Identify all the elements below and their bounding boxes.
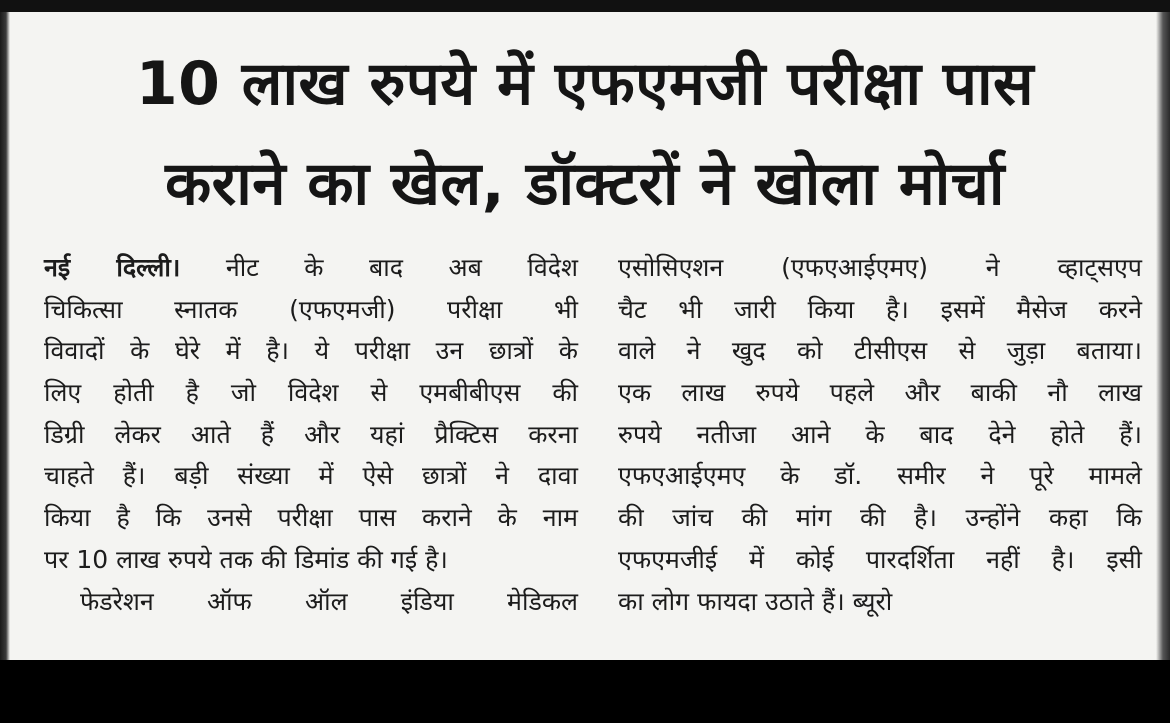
article-line: पर 10 लाख रुपये तक की डिमांड की गई है। [44, 544, 448, 574]
article-column-right [618, 247, 1142, 622]
article-line: रुपये नतीजा आने के बाद देने होते हैं। [618, 419, 1142, 449]
top-edge-shadow [0, 0, 1170, 12]
article-line: चिकित्सा स्नातक (एफएमजी) परीक्षा भी [44, 294, 578, 324]
left-edge-shadow [0, 12, 10, 660]
article-line: लिए होती है जो विदेश से एमबीबीएस की [44, 378, 578, 408]
article-line: चाहते हैं। बड़ी संख्या में ऐसे छात्रों ने दावा [44, 461, 578, 491]
dateline: नई दिल्ली। [44, 253, 181, 282]
article-line: का लोग फायदा उठाते हैं। ब्यूरो [618, 586, 893, 616]
article-line: एफएमजीई में कोई पारदर्शिता नहीं है। इसी [618, 544, 1142, 574]
article-line: की जांच की मांग की है। उन्होंने कहा कि [618, 503, 1142, 533]
article-line: किया है कि उनसे परीक्षा पास कराने के नाम [44, 503, 578, 533]
article-line: नई दिल्ली। नीट के बाद अब विदेश [44, 253, 578, 282]
article-column-left [44, 247, 578, 622]
headline-line-2: कराने का खेल, डॉक्टरों ने खोला मोर्चा [165, 149, 1005, 219]
article-line: एफएआईएमए के डॉ. समीर ने पूरे मामले [618, 461, 1142, 491]
article-line: विवादों के घेरे में है। ये परीक्षा उन छात्रों के [44, 336, 578, 366]
headline-line-1: 10 लाख रुपये में एफएमजी परीक्षा पास [135, 49, 1035, 119]
article-line: डिग्री लेकर आते हैं और यहां प्रैक्टिस करना [44, 419, 578, 449]
article-line: वाले ने खुद को टीसीएस से जुड़ा बताया। [618, 336, 1142, 366]
article-line: एक लाख रुपये पहले और बाकी नौ लाख [618, 378, 1142, 408]
article-line: चैट भी जारी किया है। इसमें मैसेज करने [618, 294, 1142, 324]
article-line: फेडरेशन ऑफ ऑल इंडिया मेडिकल [80, 586, 578, 616]
right-edge-shadow [1156, 12, 1170, 660]
article-line: एसोसिएशन (एफएआईएमए) ने व्हाट्सएप [618, 253, 1142, 282]
